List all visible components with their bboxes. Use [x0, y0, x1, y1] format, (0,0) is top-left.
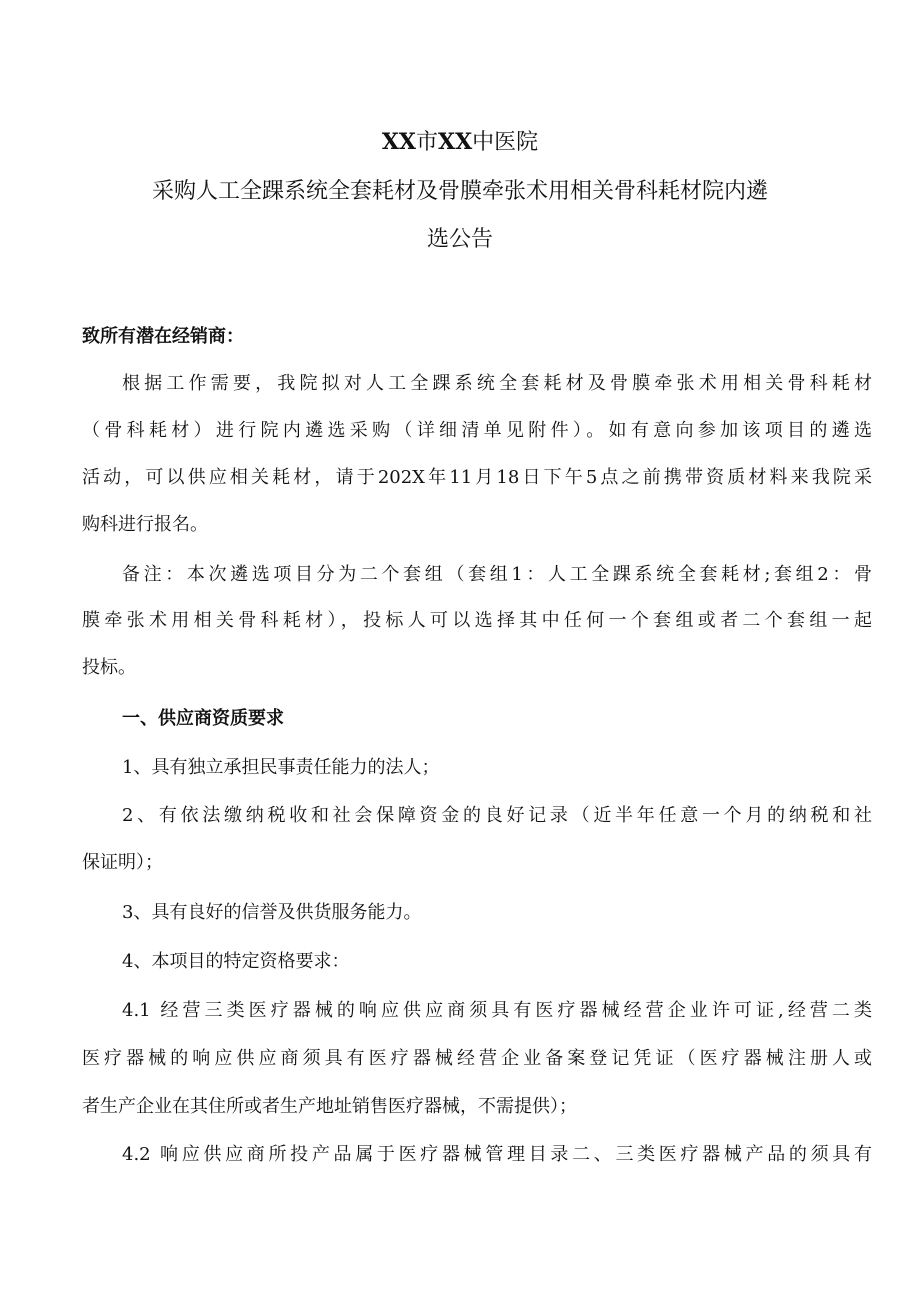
title-hospital-suffix: 中医院	[472, 130, 539, 155]
requirement-item-4-1-line-3: 者生产企业在其住所或者生产地址销售医疗器械，不需提供）；	[82, 1096, 577, 1117]
paragraph-2-line-2: 膜牵张术用相关骨科耗材），投标人可以选择其中任何一个套组或者二个套组一起	[82, 610, 872, 631]
section-1-heading: 一、供应商资质要求	[122, 708, 284, 729]
paragraph-1-line-2: （骨科耗材）进行院内遴选采购（详细清单见附件）。如有意向参加该项目的遴选	[82, 420, 872, 441]
salutation: 致所有潜在经销商：	[82, 326, 244, 347]
title-city-suffix: 市	[415, 130, 438, 155]
requirement-item-2-line-2: 保证明）；	[82, 852, 163, 873]
paragraph-1-line-4: 购科进行报名。	[82, 514, 208, 535]
requirement-item-4-2-line-1: 4.2 响应供应商所投产品属于医疗器械管理目录二、三类医疗器械产品的须具有	[122, 1144, 872, 1165]
requirement-item-4-1-line-1: 4.1 经营三类医疗器械的响应供应商须具有医疗器械经营企业许可证,经营二类	[122, 1000, 872, 1021]
paragraph-2-line-1: 备注：本次遴选项目分为二个套组（套组1：人工全踝系统全套耗材;套组2：骨	[122, 564, 872, 585]
paragraph-1-line-1: 根据工作需要，我院拟对人工全踝系统全套耗材及骨膜牵张术用相关骨科耗材	[122, 373, 872, 394]
requirement-item-3: 3、具有良好的信誉及供货服务能力。	[122, 902, 422, 923]
requirement-item-1: 1、具有独立承担民事责任能力的法人；	[122, 757, 440, 778]
requirement-item-2-line-1: 2、有依法缴纳税收和社会保障资金的良好记录（近半年任意一个月的纳税和社	[122, 805, 872, 826]
title-placeholder-city: XX	[381, 129, 416, 155]
title-placeholder-hospital: XX	[438, 129, 473, 155]
announcement-title-line-2: 选公告	[426, 227, 493, 252]
announcement-title-line-1: 采购人工全踝系统全套耗材及骨膜牵张术用相关骨科耗材院内遴	[151, 179, 768, 204]
paragraph-1-line-3: 活动，可以供应相关耗材，请于202X年11月18日下午5点之前携带资质材料来我院采	[82, 467, 872, 488]
hospital-title	[0, 127, 920, 158]
paragraph-2-line-3: 投标。	[82, 657, 136, 678]
requirement-item-4: 4、本项目的特定资格要求：	[122, 951, 350, 972]
requirement-item-4-1-line-2: 医疗器械的响应供应商须具有医疗器械经营企业备案登记凭证（医疗器械注册人或	[82, 1048, 872, 1069]
